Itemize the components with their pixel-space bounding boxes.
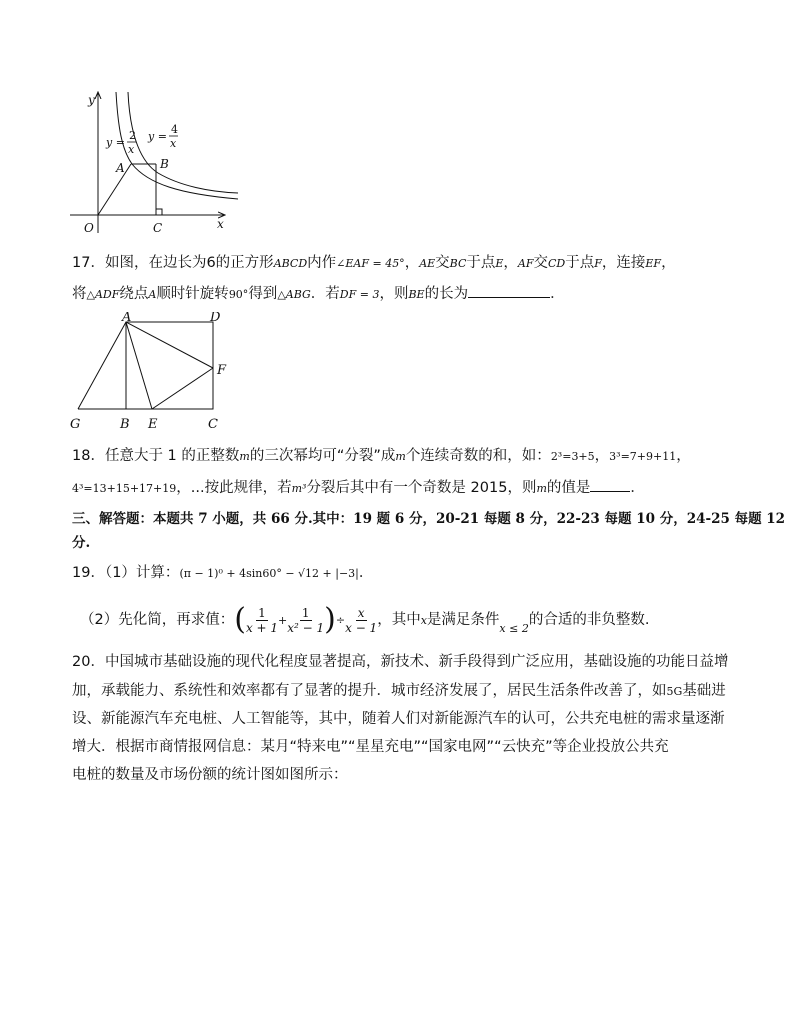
q20-line4: 增大．根据市商情报网信息：某月“特来电”“星星充电”“国家电网”“云快充”等企业投放公共充 — [72, 739, 669, 755]
segment-ag — [78, 322, 126, 409]
fraction-1: $\frac{1}{x + 1}$ — [245, 605, 279, 635]
q18-answer-blank[interactable] — [590, 477, 630, 492]
q19-part2: （2）先化简，再求值：( $\frac{1}{x + 1}$ + $\frac{1}{\text{x² − 1}}$ )÷ $\frac{x}{x - 1}$ ，其中x是满足条件$_{x \le 2}$的合适的非负整数. — [80, 602, 650, 637]
label-b: B — [120, 417, 130, 432]
section3-heading-line2: 分. — [72, 535, 91, 551]
q20-line2: 加，承载能力、系统性和效率都有了显著的提升．城市经济发展了，居民生活条件改善了，如5G基础进 — [72, 683, 726, 699]
label-c: C — [208, 417, 218, 432]
q17-line1: 17．如图，在边长为6的正方形ABCD内作∠EAF = 45°，AE交BC于点E，AF交CD于点F，连接EF， — [72, 255, 676, 271]
curve1-lhs: y = — [106, 136, 125, 149]
q17-answer-blank[interactable] — [468, 283, 550, 298]
square-figure — [66, 312, 246, 434]
segment-af — [126, 322, 213, 368]
segment-oa — [98, 164, 131, 215]
curve2-lhs: y = — [148, 130, 167, 143]
label-y-axis: y — [88, 93, 95, 107]
label-point-b: B — [160, 157, 169, 171]
section3-heading-line1: 三、解答题：本题共 7 小题，共 66 分.其中：19 题 6 分，20-21 每题 8 分，22-23 每题 10 分，24-25 每题 12 — [72, 511, 786, 527]
label-point-a: A — [116, 161, 125, 175]
label-f: F — [217, 363, 227, 378]
right-angle-mark — [156, 209, 162, 215]
label-x-axis: x — [217, 217, 224, 231]
q18-line1: 18．任意大于 1 的正整数m的三次幂均可“分裂”成m个连续奇数的和，如：2³=3+5，3³=7+9+11， — [72, 448, 691, 464]
label-g: G — [70, 417, 81, 432]
q19-part1: 19．（1）计算：(π − 1)⁰ + 4sin60° − √12 + |−3|． — [72, 565, 374, 581]
curve2-num: 4 — [171, 123, 178, 136]
curve1-den: x — [128, 143, 135, 156]
label-d: D — [210, 312, 221, 325]
segment-ae — [126, 322, 152, 409]
label-origin: O — [84, 221, 94, 235]
label-e: E — [148, 417, 158, 432]
q20-line5: 电桩的数量及市场份额的统计图如图所示： — [72, 767, 348, 783]
curve1-num: 2 — [129, 129, 136, 142]
q17-line2: 将△ADF绕点A顺时针旋转90°得到△ABG．若DF = 3，则BE的长为 ． — [72, 283, 565, 306]
curve2-den: x — [170, 137, 177, 150]
curve-y-4-over-x — [128, 92, 238, 193]
label-a: A — [122, 312, 132, 325]
fraction-2: $\frac{1}{\text{x² − 1}}$ — [287, 605, 325, 635]
q18-line2: 4³=13+15+17+19，...按此规律，若m³分裂后其中有一个奇数是 2015，则m的值是 ． — [72, 477, 645, 500]
q20-line3: 设、新能源汽车充电桩、人工智能等，其中，随着人们对新能源汽车的认可，公共充电桩的需求量逐渐 — [72, 711, 725, 727]
segment-ef — [152, 368, 213, 409]
hyperbola-figure — [60, 88, 240, 238]
label-point-c: C — [153, 221, 163, 235]
q20-line1: 20．中国城市基础设施的现代化程度显著提高，新技术、新手段得到广泛应用，基础设施的功能日益增 — [72, 654, 729, 670]
fraction-3: $\frac{x}{x - 1}$ — [345, 605, 378, 635]
curve-y-2-over-x — [116, 92, 238, 199]
